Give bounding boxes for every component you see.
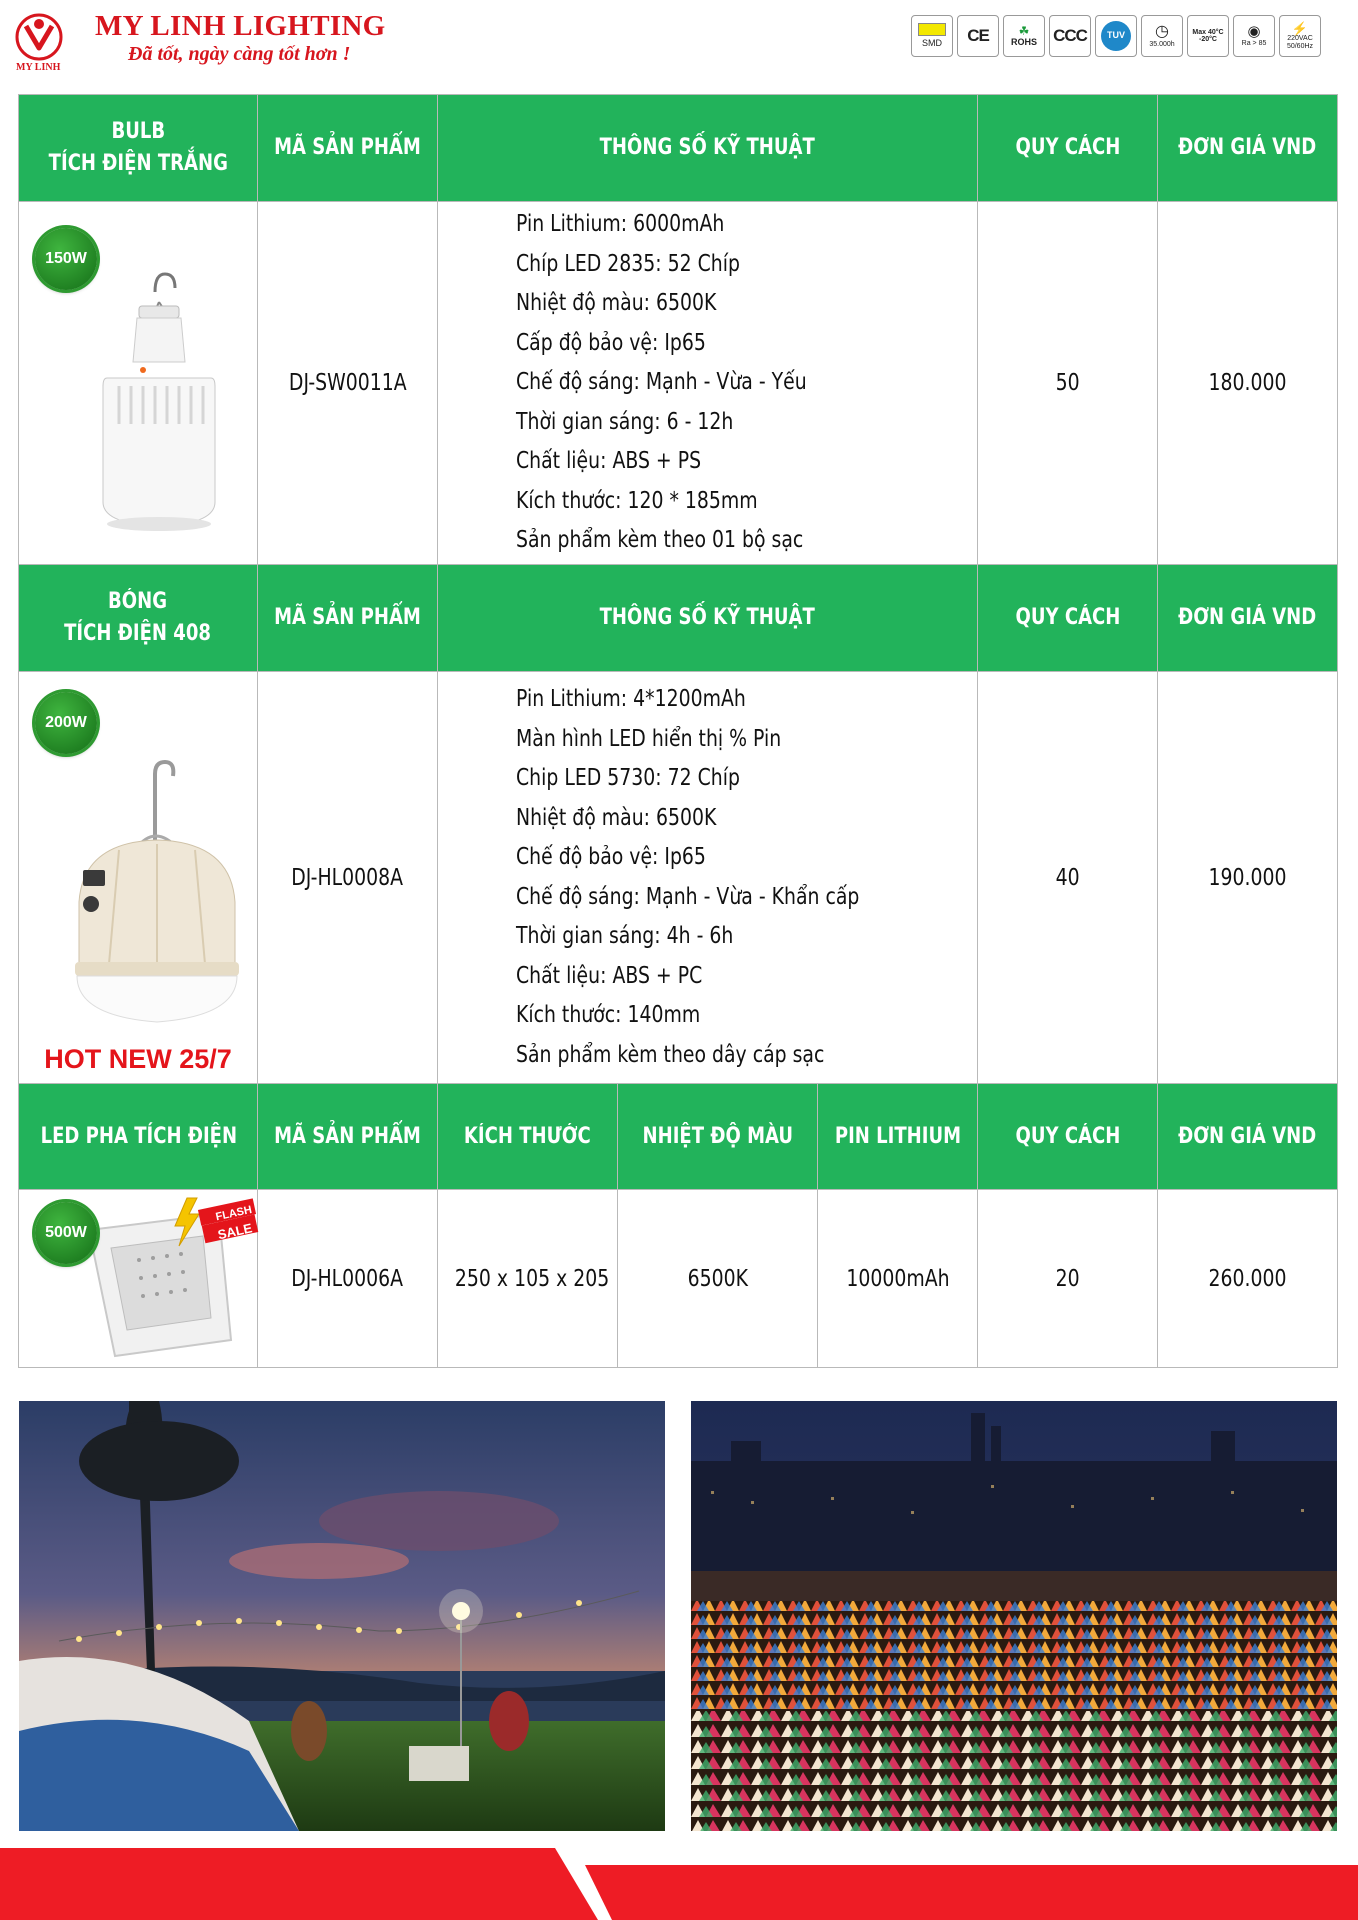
price-header: ĐƠN GIÁ VND bbox=[1158, 565, 1338, 672]
product-pack: 40 bbox=[978, 672, 1158, 1084]
specs-header: THÔNG SỐ KỸ THUẬT bbox=[438, 95, 978, 202]
wattage-badge: 200W bbox=[35, 692, 97, 754]
product-image-cell bbox=[19, 1190, 258, 1368]
spec-item: Kích thước: 140mm bbox=[516, 1002, 701, 1028]
product-price: 190.000 bbox=[1158, 672, 1338, 1084]
tuv-icon: TUV bbox=[1095, 15, 1137, 57]
eye-icon: ◉ Ra > 85 bbox=[1233, 15, 1275, 57]
product-image-cell bbox=[19, 202, 258, 565]
temperature-icon: Max 40°C -20°C bbox=[1187, 15, 1229, 57]
product-row bbox=[19, 672, 1338, 1084]
voltage-icon: ⚡ 220VAC 50/60Hz bbox=[1279, 15, 1321, 57]
spec-list bbox=[438, 205, 977, 561]
product-row bbox=[19, 1190, 1338, 1368]
wattage-badge: 150W bbox=[35, 228, 97, 290]
camping-photo bbox=[19, 1401, 665, 1831]
product-size: 250 x 105 x 205 bbox=[438, 1190, 618, 1368]
flash-sale-bottom-text: SALE bbox=[216, 1220, 254, 1243]
section-header-row bbox=[19, 1084, 1338, 1190]
product-code: DJ-SW0011A bbox=[258, 202, 438, 565]
product-row bbox=[19, 202, 1338, 565]
spec-item: Thời gian sáng: 6 - 12h bbox=[516, 408, 734, 435]
product-specs bbox=[438, 672, 978, 1084]
price-table bbox=[18, 94, 1338, 1368]
code-header: MÃ SẢN PHẨM bbox=[258, 1084, 438, 1190]
ce-icon: CE bbox=[957, 15, 999, 57]
section-header-row bbox=[19, 95, 1338, 202]
lifetime-icon: ◷ 35.000h bbox=[1141, 15, 1183, 57]
spec-item: Chip LED 5730: 72 Chíp bbox=[516, 765, 740, 791]
spec-item: Pin Lithium: 6000mAh bbox=[516, 211, 725, 238]
product-code: DJ-HL0006A bbox=[258, 1190, 438, 1368]
spec-item: Chíp LED 2835: 52 Chíp bbox=[516, 250, 740, 277]
product-pack: 20 bbox=[978, 1190, 1158, 1368]
price-header: ĐƠN GIÁ VND bbox=[1158, 1084, 1338, 1190]
spec-item: Sản phẩm kèm theo dây cáp sạc bbox=[516, 1041, 825, 1068]
product-pack: 50 bbox=[978, 202, 1158, 565]
product-specs bbox=[438, 202, 978, 565]
spec-item: Pin Lithium: 4*1200mAh bbox=[516, 686, 746, 712]
footer-decoration bbox=[0, 1848, 1358, 1920]
rohs-icon: ☘ ROHS bbox=[1003, 15, 1045, 57]
flash-sale-top-text: FLASH bbox=[214, 1203, 254, 1224]
spec-item: Thời gian sáng: 4h - 6h bbox=[516, 923, 734, 949]
page-header bbox=[0, 0, 1358, 90]
night-market-photo bbox=[691, 1401, 1337, 1831]
product-image-cell bbox=[19, 672, 258, 1084]
price-header: ĐƠN GIÁ VND bbox=[1158, 95, 1338, 202]
spec-item: Kích thước: 120 * 185mm bbox=[516, 487, 758, 514]
spec-item: Nhiệt độ màu: 6500K bbox=[516, 290, 717, 317]
section-header-row bbox=[19, 565, 1338, 672]
product-price: 260.000 bbox=[1158, 1190, 1338, 1368]
product-color-temp: 6500K bbox=[618, 1190, 818, 1368]
hot-new-label: HOT NEW 25/7 bbox=[44, 1044, 232, 1074]
category-header: BULB TÍCH ĐIỆN TRẮNG bbox=[19, 95, 258, 202]
product-code: DJ-HL0008A bbox=[258, 672, 438, 1084]
code-header: MÃ SẢN PHẨM bbox=[258, 95, 438, 202]
spec-item: Màn hình LED hiển thị % Pin bbox=[516, 725, 782, 752]
battery-header: PIN LITHIUM bbox=[818, 1084, 978, 1190]
spec-item: Sản phẩm kèm theo 01 bộ sạc bbox=[516, 527, 804, 554]
spec-item: Nhiệt độ màu: 6500K bbox=[516, 804, 717, 831]
specs-header: THÔNG SỐ KỸ THUẬT bbox=[438, 565, 978, 672]
spec-item: Chế độ bảo vệ: Ip65 bbox=[516, 844, 706, 870]
pack-header: QUY CÁCH bbox=[978, 1084, 1158, 1190]
code-header: MÃ SẢN PHẨM bbox=[258, 565, 438, 672]
certification-row bbox=[911, 15, 1321, 59]
flash-sale-icon bbox=[169, 1196, 261, 1248]
category-header: LED PHA TÍCH ĐIỆN bbox=[19, 1084, 258, 1190]
spec-list bbox=[438, 680, 977, 1075]
color-temp-header: NHIỆT ĐỘ MÀU bbox=[618, 1084, 818, 1190]
size-header: KÍCH THƯỚC bbox=[438, 1084, 618, 1190]
spec-item: Chất liệu: ABS + PS bbox=[516, 448, 702, 475]
spec-item: Chất liệu: ABS + PC bbox=[516, 962, 703, 989]
brand-name: MY LINH LIGHTING bbox=[95, 10, 386, 42]
product-battery: 10000mAh bbox=[818, 1190, 978, 1368]
category-header: BÓNG TÍCH ĐIỆN 408 bbox=[19, 565, 258, 672]
brand-slogan: Đã tốt, ngày càng tốt hơn ! bbox=[128, 43, 351, 65]
pack-header: QUY CÁCH bbox=[978, 565, 1158, 672]
smd-icon: SMD bbox=[911, 15, 953, 57]
spec-item: Chế độ sáng: Mạnh - Vừa - Khẩn cấp bbox=[516, 883, 860, 910]
wattage-badge: 500W bbox=[35, 1202, 97, 1264]
logo-caption: MY LINH bbox=[16, 62, 61, 73]
spec-item: Cấp độ bảo vệ: Ip65 bbox=[516, 329, 706, 356]
product-price: 180.000 bbox=[1158, 202, 1338, 565]
ccc-icon: CCC bbox=[1049, 15, 1091, 57]
spec-item: Chế độ sáng: Mạnh - Vừa - Yếu bbox=[516, 369, 807, 396]
pack-header: QUY CÁCH bbox=[978, 95, 1158, 202]
